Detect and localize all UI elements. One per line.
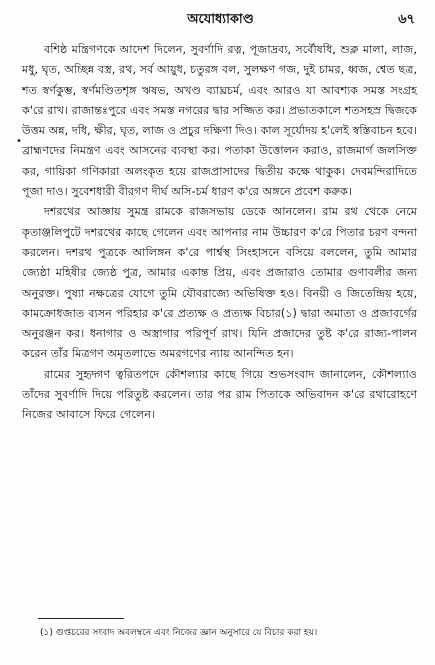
page-header — [24, 10, 417, 30]
margin-mark: • — [16, 136, 22, 147]
paragraph: দশরথের আজ্ঞায় সুমন্ত্র রামকে রাজসভায় ডেকে আনলেন। রাম রথ থেকে নেমে কৃতাঞ্জলিপুটে দশরথের কাছে গেলেন এবং আপনার নাম উচ্চারণ ক'রে পিতার চরণ বন্দনা করলেন। দশরথ পুত্রকে আলিঙ্গন ক'রে পার্শ্বস্থ সিংহাসনে বসিয়ে বললেন, তুমি আমার জ্যেষ্ঠা মহিষীর জ্যেষ্ঠ পুত্র, আমার একান্ত প্রিয়, এবং প্রজারাও তোমার গুণাবলীর জন্য অনুরক্ত। পুষ্যা নক্ষত্রের যোগে তুমি যৌবরাজ্যে অভিষিক্ত হও। বিনয়ী ও জিতেন্দ্রিয় হয়ে, কামক্রোধজাত ব্যসন পরিহার ক'রে প্রত্যক্ষ ও প্রত্যক্ষ বিচার(১) দ্বারা অমাত্য ও প্রজাবর্গের অনুরঞ্জন কর। ধনাগার ও অস্ত্রাগার পরিপূর্ণ রাখ। যিনি প্রজাদের তুষ্ট ক'রে রাজ্য-পালন করেন তাঁর মিত্রগণ অমৃতলাভে অমরগণের ন্যায় আনন্দিত হন। — [22, 205, 417, 361]
footnote-divider — [38, 618, 124, 619]
paragraph: রামের সুহৃদ্গণ ত্বরিতপদে কৌশল্যার কাছে গিয়ে শুভসংবাদ জানালেন, কৌশল্যাও তাঁদের সুবর্ণাদি দিয়ে পরিতুষ্ট করলেন। তার পর রাম পিতাকে অভিবাদন ক'রে রথারোহণে নিজের আবাসে ফিরে গেলেন। — [22, 367, 417, 422]
body-text — [22, 40, 417, 426]
chapter-title: অযোধ্যাকাণ্ড — [187, 12, 254, 27]
paragraph: বশিষ্ঠ মন্ত্রিগণকে আদেশ দিলেন, সুবর্ণাদি রত্ন, পূজাদ্রব্য, সর্বৌষধি, শুক্ল মালা, লাজ, মধু, ঘৃত, অচ্ছিন্ন বস্ত্র, রথ, সর্ব আয়ুধ, চতুরঙ্গ বল, সুলক্ষণ গজ, দুই চামর, ধ্বজ, শ্বেত ছত্র, শত স্বর্ণকুম্ভ, স্বর্ণমণ্ডিতশৃঙ্গ ঋষভ, অখণ্ড ব্যাঘ্রচর্ম, এবং আরও যা আবশ্যক সমস্ত সংগ্রহ ক'রে রাখ। রাজান্তঃপুরে এবং সমস্ত নগরের দ্বার সজ্জিত কর। প্রভাতকালে শতসহস্র দ্বিজকে উত্তম অন্ন, দধি, ক্ষীর, ঘৃত, লাজ ও প্রচুর দক্ষিণা দিও। কাল সূর্যোদয় হ'লেই স্বস্তিবাচন হবে। ব্রাহ্মণদের নিমন্ত্রণ এবং আসনের ব্যবস্থা কর। পতাকা উত্তোলন করাও, রাজমার্গ জলসিক্ত কর, গায়িকা গণিকারা অলংকৃত হয়ে রাজপ্রাসাদের দ্বিতীয় কক্ষে থাকুক। দেবমন্দিরাদিতে পূজা দাও। সুবেশধারী বীরগণ দীর্ঘ অসি-চর্ম ধারণ ক'রে অঙ্গনে প্রবেশ করুক। — [22, 43, 417, 199]
footnote: (১) গুপ্তচরের সংবাদ অবলম্বনে এবং নিজের জ্ঞান অনুসারে যে বিচার করা হয়। — [40, 628, 318, 638]
page-number: ৬৭ — [398, 12, 415, 27]
